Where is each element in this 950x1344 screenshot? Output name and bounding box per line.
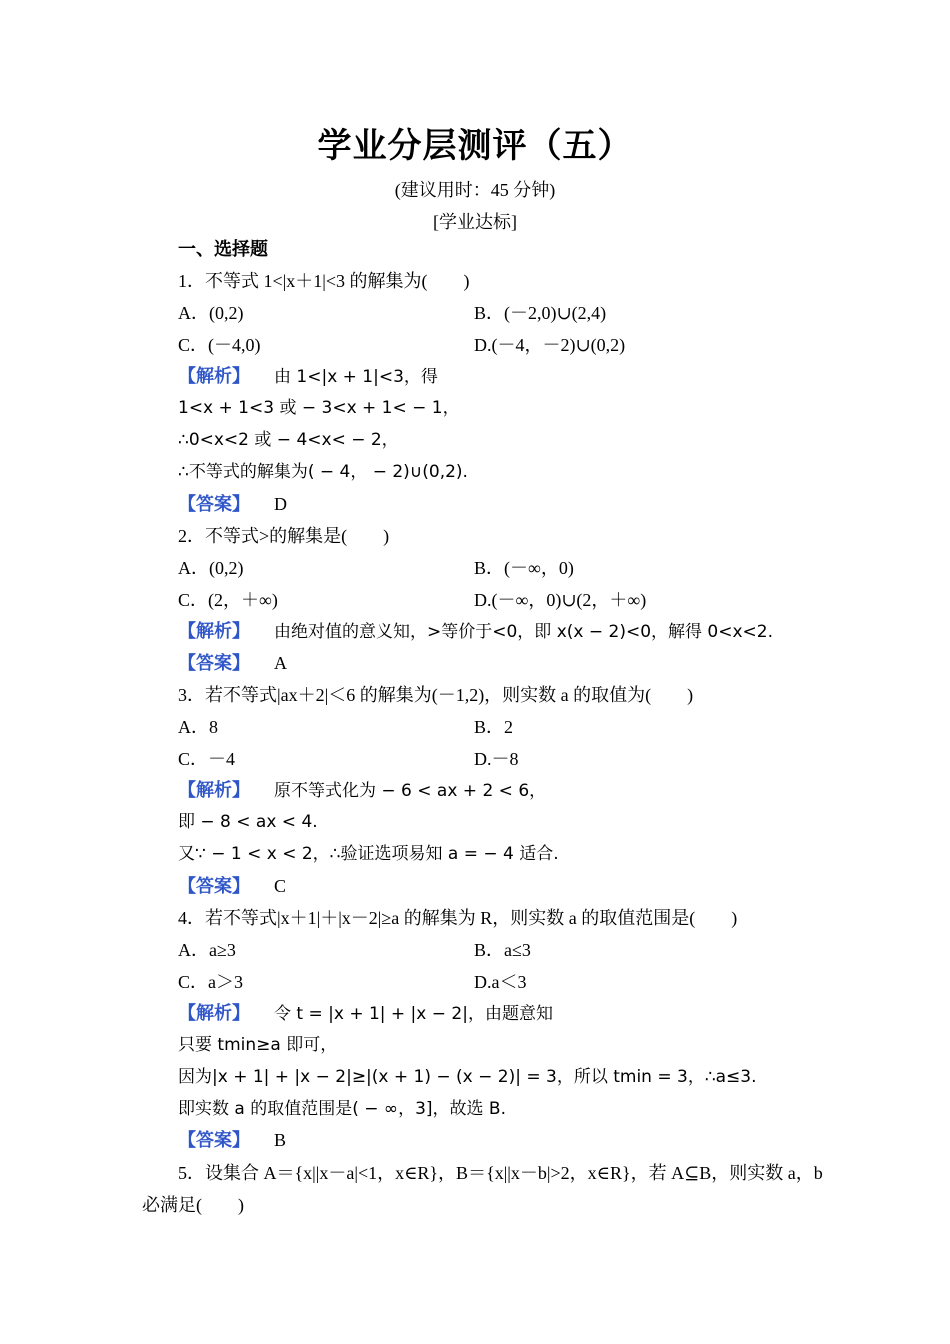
q3-analysis-line: 又∵ − 1 < x < 2，∴验证选项易知 a = − 4 适合. (178, 844, 559, 864)
q2-option-a: A．(0,2) (178, 558, 244, 578)
q2-option-d: D.(－∞，0)∪(2，＋∞) (474, 590, 647, 610)
q2-analysis (178, 619, 773, 644)
q4-answer (178, 1128, 286, 1153)
q3-analysis-lead: 原不等式化为 − 6 < ax + 2 < 6， (274, 781, 547, 801)
q3-stem: 3．若不等式|ax＋2|＜6 的解集为(－1,2)，则实数 a 的取值为( ) (178, 685, 694, 705)
analysis-tag: 【解析】 (178, 780, 250, 801)
q1-stem: 1．不等式 1<|x＋1|<3 的解集为( ) (178, 271, 470, 291)
q3-option-c: C．－4 (178, 749, 236, 769)
q1-analysis-line: 1<x + 1<3 或 − 3<x + 1< − 1， (178, 398, 460, 418)
q1-analysis-line: ∴不等式的解集为( − 4， − 2)∪(0,2). (178, 462, 468, 482)
answer-tag: 【答案】 (178, 1130, 250, 1151)
q2-option-b: B．(－∞，0) (474, 558, 574, 578)
section-heading: 一、选择题 (178, 239, 268, 260)
q1-option-d: D.(－4，－2)∪(0,2) (474, 335, 626, 355)
q1-answer (178, 492, 287, 517)
q4-analysis-line: 因为|x + 1| + |x − 2|≥|(x + 1) − (x − 2)| = 3，所以 tmin = 3，∴a≤3. (178, 1067, 757, 1087)
analysis-tag: 【解析】 (178, 621, 250, 642)
q2-stem: 2．不等式>的解集是( ) (178, 526, 390, 546)
q3-analysis (178, 778, 546, 803)
q3-option-b: B．2 (474, 717, 514, 737)
q1-option-c: C．(－4,0) (178, 335, 261, 355)
q2-answer (178, 651, 287, 676)
q4-option-a: A．a≥3 (178, 940, 236, 960)
q1-answer-value: D (274, 494, 287, 514)
q2-analysis-lead: 由绝对值的意义知，>等价于<0，即 x(x − 2)<0，解得 0<x<2. (274, 622, 774, 642)
q3-analysis-line: 即 − 8 < ax < 4. (178, 812, 318, 832)
q4-option-b: B．a≤3 (474, 940, 531, 960)
q5-stem-cont: 必满足( ) (142, 1195, 244, 1215)
q1-analysis-line: ∴0<x<2 或 − 4<x< − 2， (178, 430, 399, 450)
q1-analysis (178, 364, 438, 389)
q3-answer-value: C (274, 876, 287, 896)
page-title: 学业分层测评（五） (317, 126, 633, 166)
answer-tag: 【答案】 (178, 494, 250, 515)
q3-answer (178, 874, 286, 899)
q4-stem: 4．若不等式|x＋1|＋|x－2|≥a 的解集为 R，则实数 a 的取值范围是( ) (178, 908, 738, 928)
q1-option-a: A．(0,2) (178, 303, 244, 323)
q5-stem: 5．设集合 A＝{x||x－a|<1，x∈R}，B＝{x||x－b|>2，x∈R}，若 A⊆B，则实数 a，b (178, 1163, 823, 1183)
time-note: (建议用时：45 分钟) (394, 180, 556, 200)
q4-analysis-line: 即实数 a 的取值范围是( − ∞，3]，故选 B. (178, 1099, 506, 1119)
answer-tag: 【答案】 (178, 653, 250, 674)
answer-tag: 【答案】 (178, 876, 250, 897)
q4-option-c: C．a＞3 (178, 972, 243, 992)
level-label: [学业达标] (433, 212, 517, 232)
q4-option-d: D.a＜3 (474, 972, 527, 992)
q3-option-d: D.－8 (474, 749, 519, 769)
q1-analysis-lead: 由 1<|x + 1|<3，得 (274, 367, 438, 387)
analysis-tag: 【解析】 (178, 366, 250, 387)
q2-option-c: C．(2，＋∞) (178, 590, 278, 610)
q4-analysis-line: 只要 tmin≥a 即可， (178, 1035, 338, 1055)
q4-analysis (178, 1001, 553, 1026)
q1-option-b: B．(－2,0)∪(2,4) (474, 303, 607, 323)
q3-option-a: A．8 (178, 717, 218, 737)
q4-answer-value: B (274, 1130, 287, 1150)
q2-answer-value: A (274, 653, 287, 673)
analysis-tag: 【解析】 (178, 1003, 250, 1024)
q4-analysis-lead: 令 t = |x + 1| + |x − 2|，由题意知 (274, 1004, 553, 1024)
